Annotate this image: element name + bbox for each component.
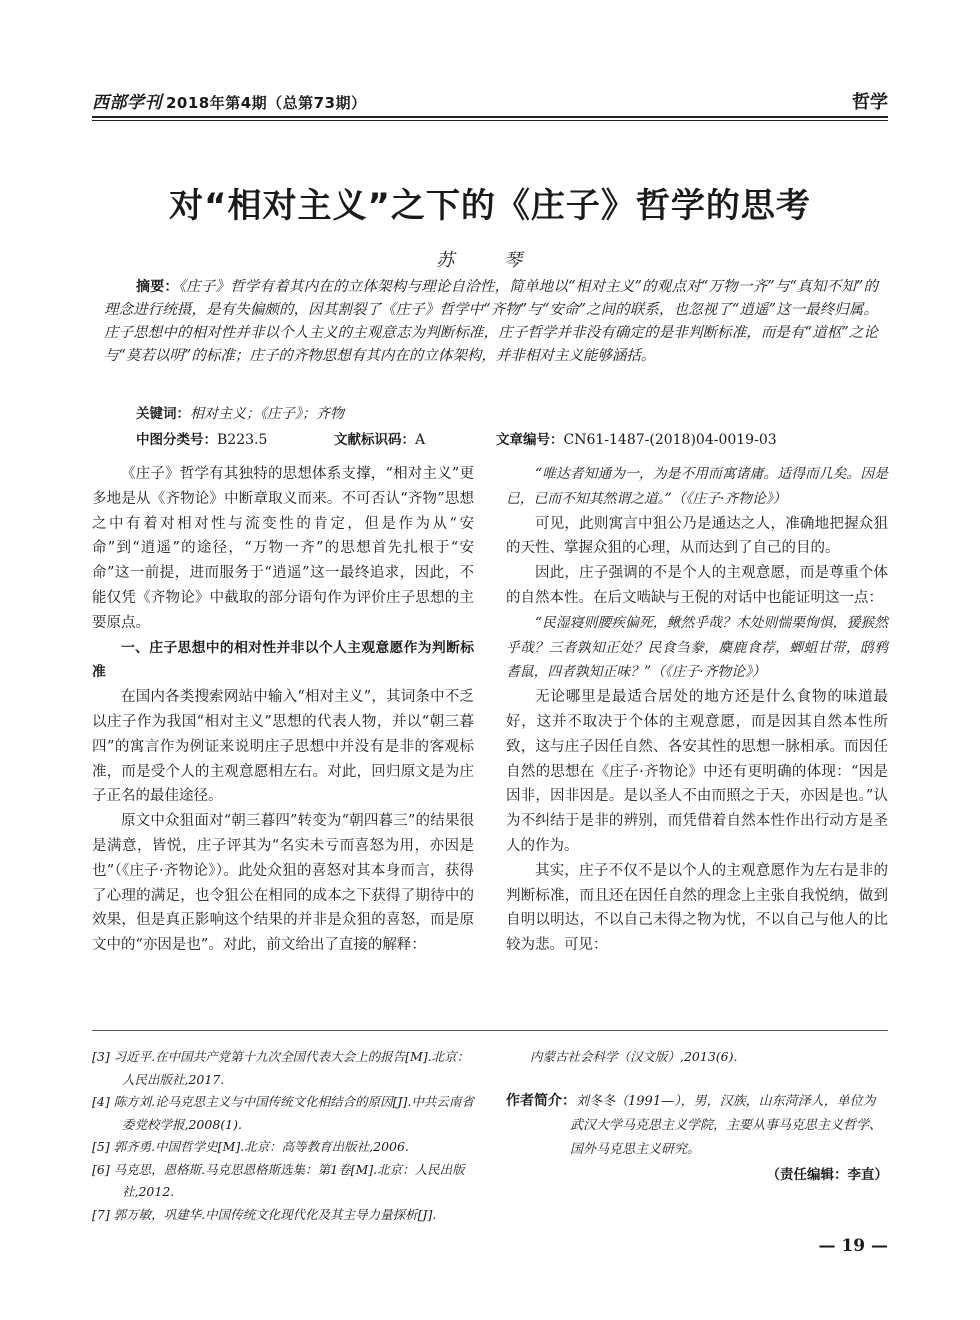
keywords-text: 相对主义；《庄子》；齐物 [190, 406, 344, 422]
author-bio [506, 1089, 888, 1162]
paragraph: 原文中众狙面对“朝三暮四”转变为“朝四暮三”的结果很是满意，皆悦，庄子评其为“名实未亏而喜怒为用，亦因是也”（《庄子·齐物论》）。此处众狙的喜怒对其本身而言，获得了心理的满足，也令狙公在相同的成本之下获得了期待中的效果，但是真正影响这个结果的并非是众狙的喜怒，而是原文中的“亦因是也”。对此，前文给出了直接的解释： [92, 813, 474, 954]
art-label: 文章编号： [496, 432, 564, 448]
clc-label: 中图分类号： [136, 432, 217, 448]
journal-name: 西部学刊 [92, 93, 162, 113]
running-header [92, 88, 888, 114]
references-right [506, 1046, 888, 1186]
references-left [92, 1046, 478, 1226]
paragraph: 无论哪里是最适合居处的地方还是什么食物的味道最好，这并不取决于个体的主观意愿，而是因其自然本性所致，这与庄子因任自然、各安其性的思想一脉相承。而因任自然的思想在《庄子·齐物论》中还有更明确的体现：“因是因非，因非因是。是以圣人不由而照之于天，亦因是也。”认为不纠结于是非的辨别，而凭借着自然本性作出行动方是圣人的作为。 [506, 689, 888, 854]
article-number [496, 428, 777, 448]
reference-item: [4] 陈方刘.论马克思主义与中国传统文化相结合的原因[J].中共云南省委党校学报,2008(1). [92, 1094, 474, 1132]
abstract [104, 276, 878, 368]
doc-label: 文献标识码： [334, 432, 415, 448]
keywords [136, 402, 344, 423]
clc-number [136, 428, 267, 448]
document-code [334, 428, 425, 448]
doc-value: A [415, 432, 426, 448]
body-column-right [506, 462, 888, 958]
reference-item: [6] 马克思，恩格斯.马克思恩格斯选集：第1卷[M].北京：人民出版社,2012. [92, 1161, 465, 1199]
art-value: CN61-1487-(2018)04-0019-03 [563, 432, 777, 448]
reference-item: [3] 习近平.在中国共产党第十九次全国代表大会上的报告[M].北京：人民出版社,2017. [92, 1049, 470, 1087]
paragraph: 可见，此则寓言中狙公乃是通达之人，准确地把握众狙的天性、掌握众狙的心理，从而达到了自己的目的。 [506, 515, 888, 557]
header-rule [92, 116, 888, 118]
references-rule [92, 1030, 888, 1031]
body-column-left [92, 462, 474, 958]
page-number: — 19 — [818, 1236, 888, 1256]
clc-value: B223.5 [217, 432, 268, 448]
reference-item: [5] 郭齐勇.中国哲学史[M].北京：高等教育出版社,2006. [92, 1139, 409, 1154]
abstract-text: 《庄子》哲学有着其内在的立体架构与理论自洽性，简单地以“相对主义”的观点对“万物一齐”与“真知不知”的理念进行统摄，是有失偏颇的，因其割裂了《庄子》哲学中“齐物”与“安命”之间的联系，也忽视了“逍遥”这一最终归属。庄子思想中的相对性并非以个人主义的主观意志为判断标准，庄子哲学并非没有确定的是非判断标准，而是有“道枢”之论与“莫若以明”的标准；庄子的齐物思想有其内在的立体架构，并非相对主义能够涵括。 [104, 279, 879, 364]
block-quote: “民湿寝则腰疾偏死，鳅然乎哉？木处则惴栗恂惧，猨猴然乎哉？三者孰知正处？民食刍豢，麋鹿食荐，蝍蛆甘带，鸱鸦耆鼠，四者孰知正味？”（《庄子·齐物论》） [506, 614, 888, 681]
paragraph: 因此，庄子强调的不是个人的主观意愿，而是尊重个体的自然本性。在后文啮缺与王倪的对话中也能证明这一点： [506, 565, 888, 606]
bio-text: 刘冬冬（1991—），男，汉族，山东菏泽人，单位为武汉大学马克思主义学院，主要从事马克思主义哲学、国外马克思主义研究。 [570, 1093, 883, 1157]
article-author: 苏 琴 [436, 250, 544, 271]
paragraph: 《庄子》哲学有其独特的思想体系支撑，“相对主义”更多地是从《齐物论》中断章取义而来。不可否认“齐物”思想之中有着对相对性与流变性的肯定，但是作为从“安命”到“逍遥”的途径，“万物一齐”的思想首先扎根于“安命”这一前提，进而服务于“逍遥”这一最终追求，因此，不能仅凭《齐物论》中截取的部分语句作为评价庄子思想的主要原点。 [92, 466, 474, 631]
responsible-editor: （责任编辑：李直） [766, 1166, 888, 1183]
section-label: 哲学 [852, 92, 888, 113]
block-quote: “唯达者知通为一，为是不用而寓诸庸。适得而几矣。因是已，已而不知其然谓之道。”（《庄子·齐物论》） [506, 466, 888, 507]
reference-item: [7] 郭万敏，巩建华.中国传统文化现代化及其主导力量探析[J]. [92, 1206, 437, 1222]
header-journal-issue [92, 88, 367, 113]
paragraph: 在国内各类搜索网站中输入“相对主义”，其词条中不乏以庄子作为我国“相对主义”思想的代表人物，并以“朝三暮四”的寓言作为例证来说明庄子思想中并没有是非的客观标准，而是受个人的主观意愿相左右。对此，回归原文是为庄子正名的最佳途径。 [92, 689, 474, 805]
section-heading: 一、庄子思想中的相对性并非以个人主观意愿作为判断标准 [92, 639, 474, 681]
abstract-label: 摘要： [136, 279, 179, 295]
header-rule-thin [92, 120, 888, 121]
reference-continuation: 内蒙古社会科学（汉文版）,2013(6). [530, 1049, 738, 1064]
bio-label: 作者简介： [506, 1092, 576, 1109]
keywords-label: 关键词： [136, 406, 190, 422]
paragraph: 其实，庄子不仅不是以个人的主观意愿作为左右是非的判断标准，而且还在因任自然的理念上主张自我悦纳，做到自明以明达，不以自己未得之物为忧，不以自己与他人的比较为悲。可见： [506, 862, 888, 954]
article-title: 对“相对主义”之下的《庄子》哲学的思考 [169, 186, 811, 226]
issue-info: 2018年第4期（总第73期） [166, 94, 367, 112]
